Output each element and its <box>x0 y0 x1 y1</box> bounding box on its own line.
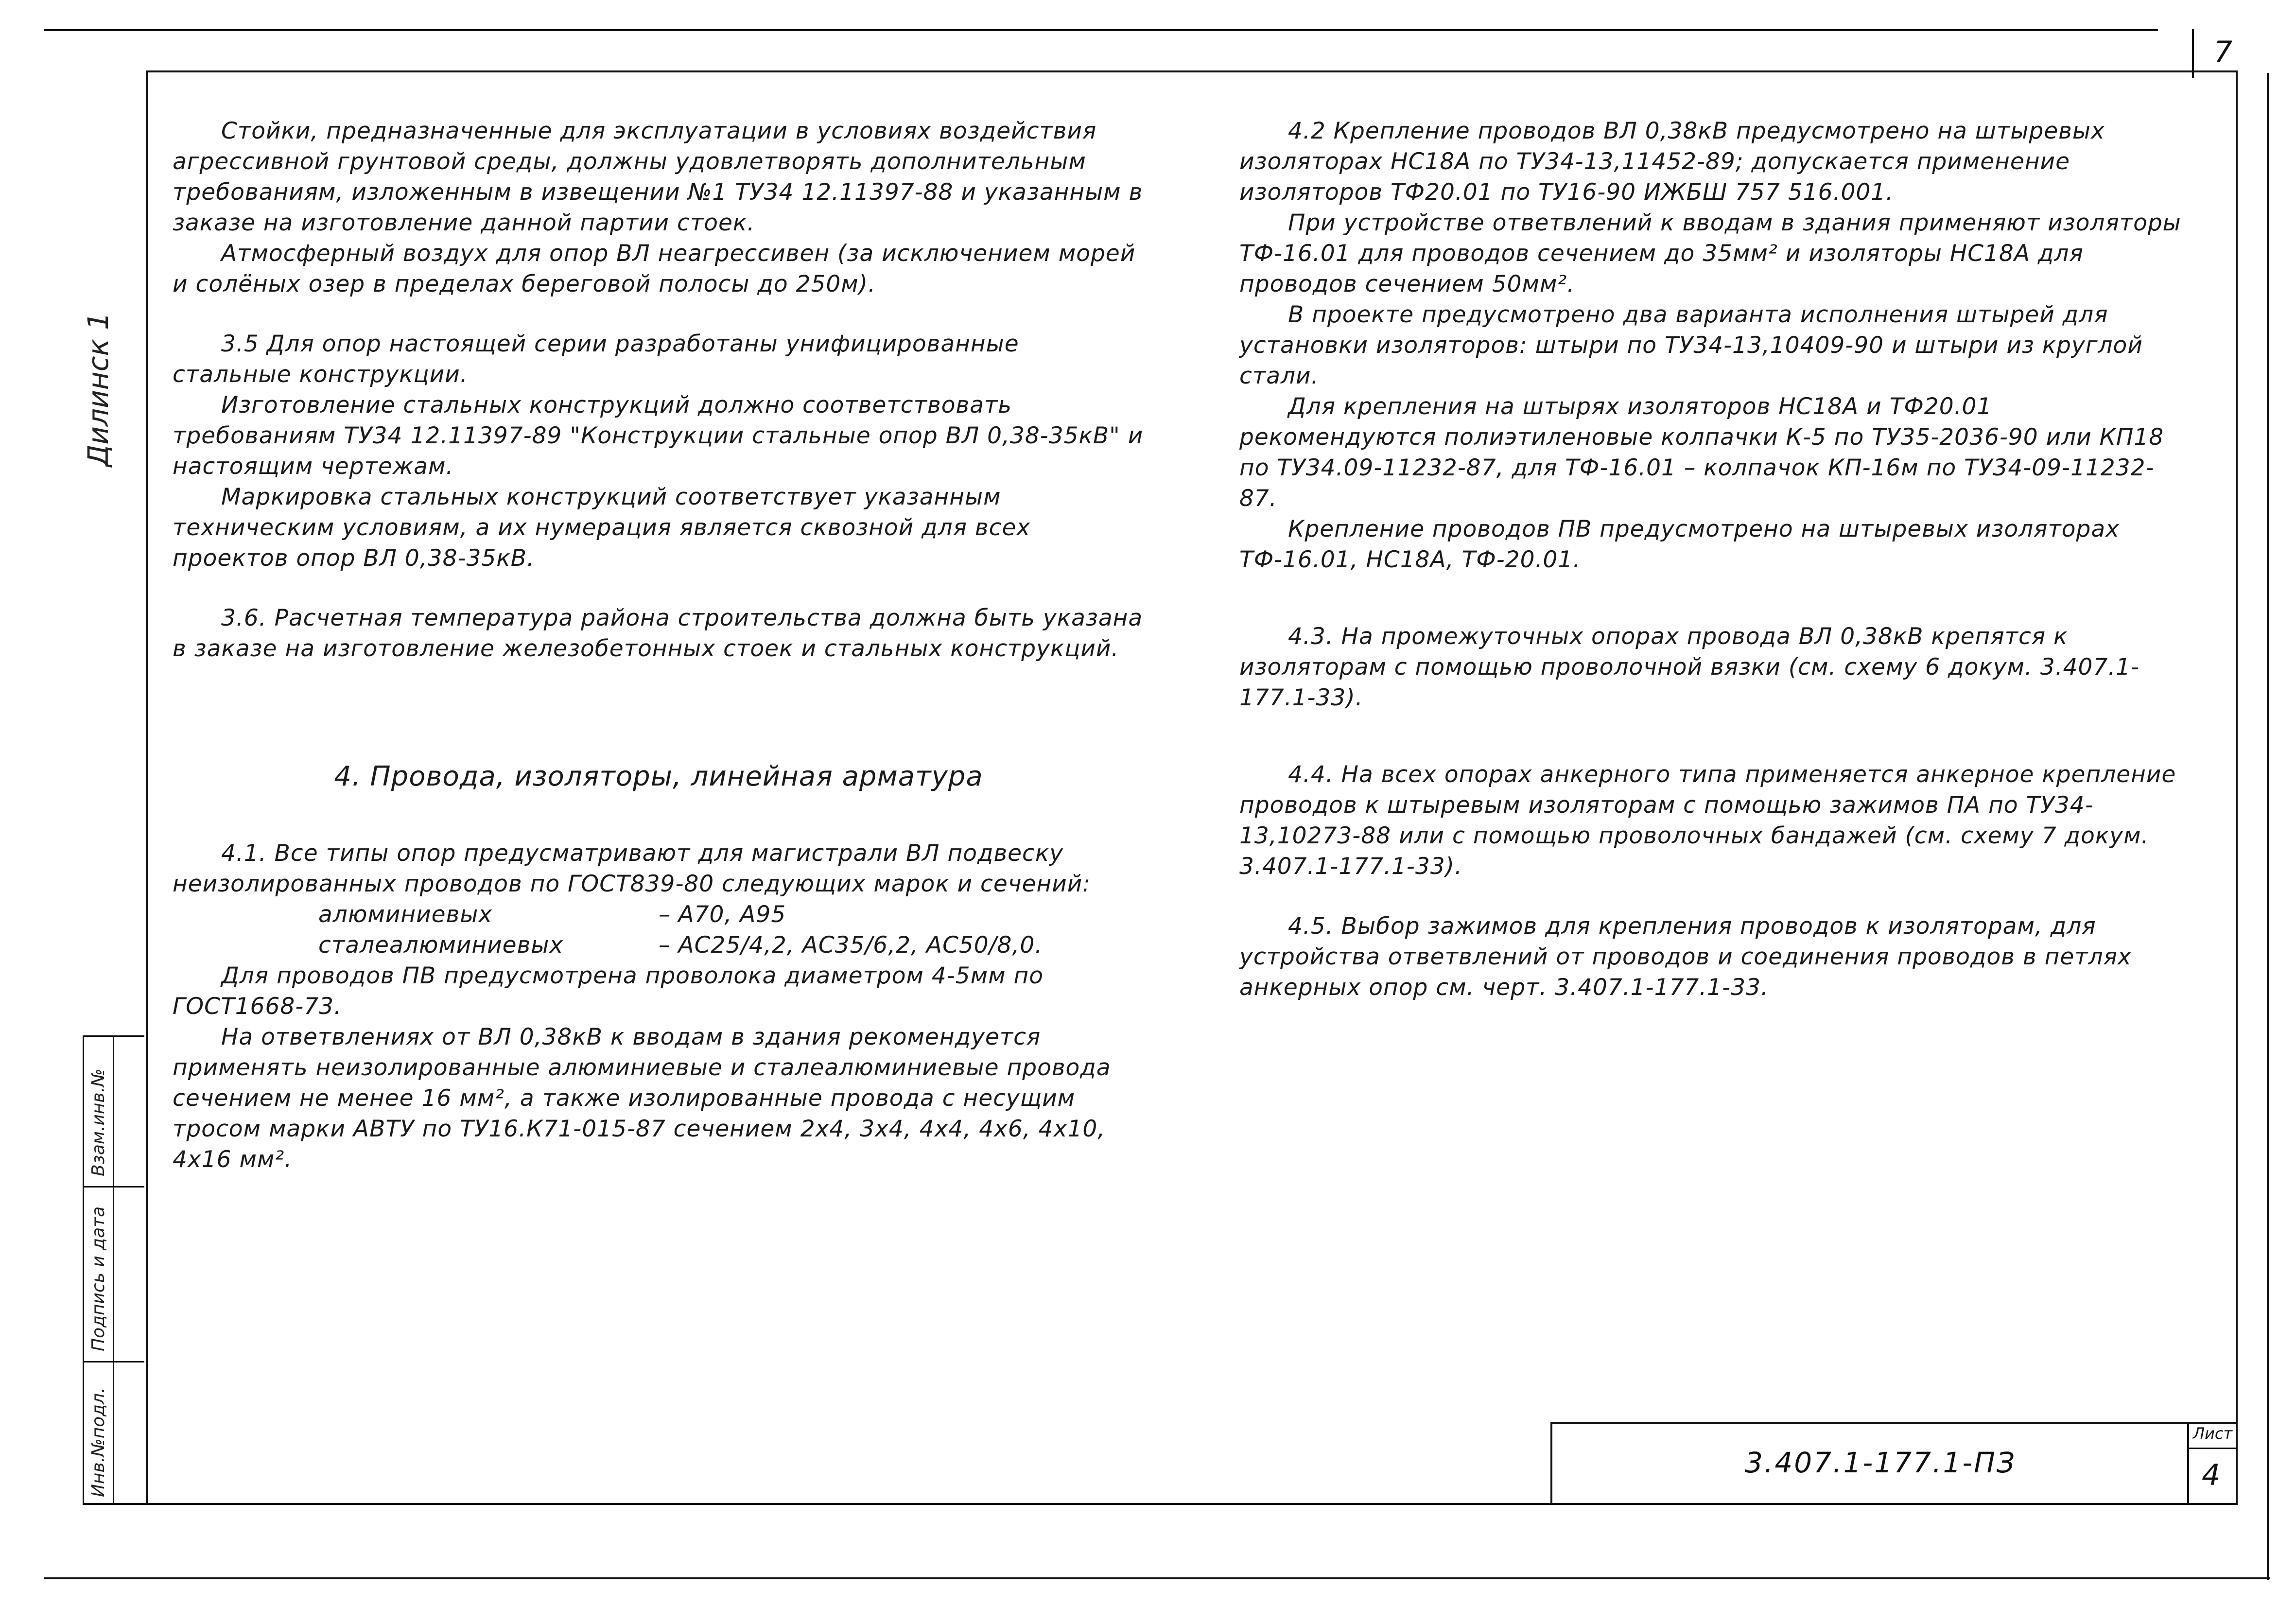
stamp-col-left <box>83 1035 84 1504</box>
sheet-label: Лист <box>2193 1424 2233 1443</box>
title-block-sheet-label-line <box>2187 1448 2238 1449</box>
frame-outer-bottom-line <box>44 1577 2270 1579</box>
stamp-label-inv: Инв.№подл. <box>88 1387 108 1497</box>
sheet-number: 4 <box>2202 1458 2221 1492</box>
paragraph: Крепление проводов ПВ предусмотрено на штыревых изоляторах ТФ-16.01, НС18А, ТФ-20.01. <box>1239 516 2120 573</box>
paragraph: Атмосферный воздух для опор ВЛ неагрессивен (за исключением морей и солёных озер в пределах береговой полосы до 250м). <box>173 240 1136 297</box>
stamp-label-podpis: Подпись и дата <box>88 1206 108 1351</box>
paragraph: Для проводов ПВ предусмотрена проволока диаметром 4-5мм по ГОСТ1668-73. <box>173 962 1044 1020</box>
margin-annotation: Дилинск 1 <box>82 312 115 467</box>
inner-frame-left <box>146 70 148 1504</box>
document-designation: 3.407.1-177.1-ПЗ <box>1745 1446 2017 1479</box>
stamp-divider-1 <box>84 1035 144 1037</box>
section-4-4: 4.4. На всех опорах анкерного типа применяется анкерное крепление проводов к штыревым изоляторам с помощью зажимов ПА по ТУ34-13,10273-88 или с помощью проволочных бандажей (см. схему 7 докум. 3.407.1-177.1-33). <box>1239 761 2176 880</box>
section-3-6: 3.6. Расчетная температура района строительства должна быть указана в заказе на изготовление железобетонных стоек и стальных конструкций. <box>173 605 1143 662</box>
inner-frame-top <box>146 70 2236 72</box>
stamp-divider-3 <box>84 1361 144 1362</box>
top-number-box-left <box>2192 29 2194 78</box>
paragraph: Изготовление стальных конструкций должно соответствовать требованиям ТУ34 12.11397-89 "Конструкции стальные опор ВЛ 0,38-35кВ" и настоящим чертежам. <box>173 392 1144 480</box>
top-sheet-number: 7 <box>2214 35 2233 69</box>
paragraph: Стойки, предназначенные для эксплуатации в условиях воздействия агрессивной грунтовой среды, должны удовлетворять дополнительным требованиям, изложенным в извещении №1 ТУ34 12.11397-88 и указанным в заказе на изготовление данной партии стоек. <box>173 118 1143 236</box>
left-text-column <box>173 116 1145 1175</box>
inner-frame-right <box>2236 70 2238 1504</box>
paragraph: В проекте предусмотрено два варианта исполнения штырей для установки изоляторов: штыри по ТУ34-13,10409-90 и штыри из круглой стали. <box>1239 301 2143 389</box>
section-heading: 4. Провода, изоляторы, линейная арматура <box>334 761 983 792</box>
wire-row <box>173 899 1145 930</box>
wire-row <box>173 930 1145 961</box>
stamp-divider-2 <box>84 1186 144 1188</box>
title-block-sheet-divider <box>2187 1422 2189 1504</box>
inner-frame-bottom <box>83 1503 2238 1505</box>
wire-name: сталеалюминиевых <box>318 932 564 959</box>
section-4-1: 4.1. Все типы опор предусматривают для магистрали ВЛ подвеску неизолированных проводов по ГОСТ839-80 следующих марок и сечений: <box>173 840 1091 897</box>
paragraph: На ответвлениях от ВЛ 0,38кВ к вводам в здания рекомендуется применять неизолированные алюминиевые и сталеалюминиевые провода сечением не менее 16 мм², а также изолированные провода с несущим тросом марки АВТУ по ТУ16.К71-015-87 сечением 2х4, 3х4, 4х4, 4х6, 4х10, 4х16 мм². <box>173 1024 1111 1173</box>
paragraph: При устройстве ответвлений к вводам в здания применяют изоляторы ТФ-16.01 для проводов сечением до 35мм² и изоляторы НС18А для проводов сечением 50мм². <box>1239 210 2181 297</box>
paragraph: Маркировка стальных конструкций соответствует указанным техническим условиям, а их нумерация является сквозной для всех проектов опор ВЛ 0,38-35кВ. <box>173 484 1031 572</box>
section-3-5: 3.5 Для опор настоящей серии разработаны унифицированные стальные конструкции. <box>173 331 1019 388</box>
stamp-col-mid <box>113 1035 114 1504</box>
paragraph: Для крепления на штырях изоляторов НС18А и ТФ20.01 рекомендуются полиэтиленовые колпачки К-5 по ТУ35-2036-90 или КП18 по ТУ34.09-11232-87, для ТФ-16.01 – колпачок КП-16м по ТУ34-09-11232-87. <box>1239 393 2164 512</box>
stamp-label-vzam: Взам.инв.№ <box>88 1068 108 1176</box>
frame-top-line <box>44 29 2158 31</box>
right-text-column <box>1239 116 2192 1003</box>
wire-value: – А70, А95 <box>659 901 786 928</box>
title-block-left <box>1550 1422 1552 1504</box>
section-4-2: 4.2 Крепление проводов ВЛ 0,38кВ предусмотрено на штыревых изоляторах НС18А по ТУ34-13,11452-89; допускается применение изоляторов ТФ20.01 по ТУ16-90 ИЖБШ 757 516.001. <box>1239 118 2105 206</box>
section-4-3: 4.3. На промежуточных опорах провода ВЛ 0,38кВ крепятся к изоляторам с помощью проволочной вязки (см. схему 6 докум. 3.407.1-177.1-33). <box>1239 623 2140 711</box>
wire-name: алюминиевых <box>318 901 493 928</box>
title-block-top <box>1550 1422 2238 1424</box>
section-4-5: 4.5. Выбор зажимов для крепления проводов к изоляторам, для устройства ответвлений от проводов и соединения проводов в петлях анкерных опор см. черт. 3.407.1-177.1-33. <box>1239 913 2132 1001</box>
wire-value: – АС25/4,2, АС35/6,2, АС50/8,0. <box>659 932 1043 959</box>
frame-right-outer-line <box>2267 73 2269 1580</box>
